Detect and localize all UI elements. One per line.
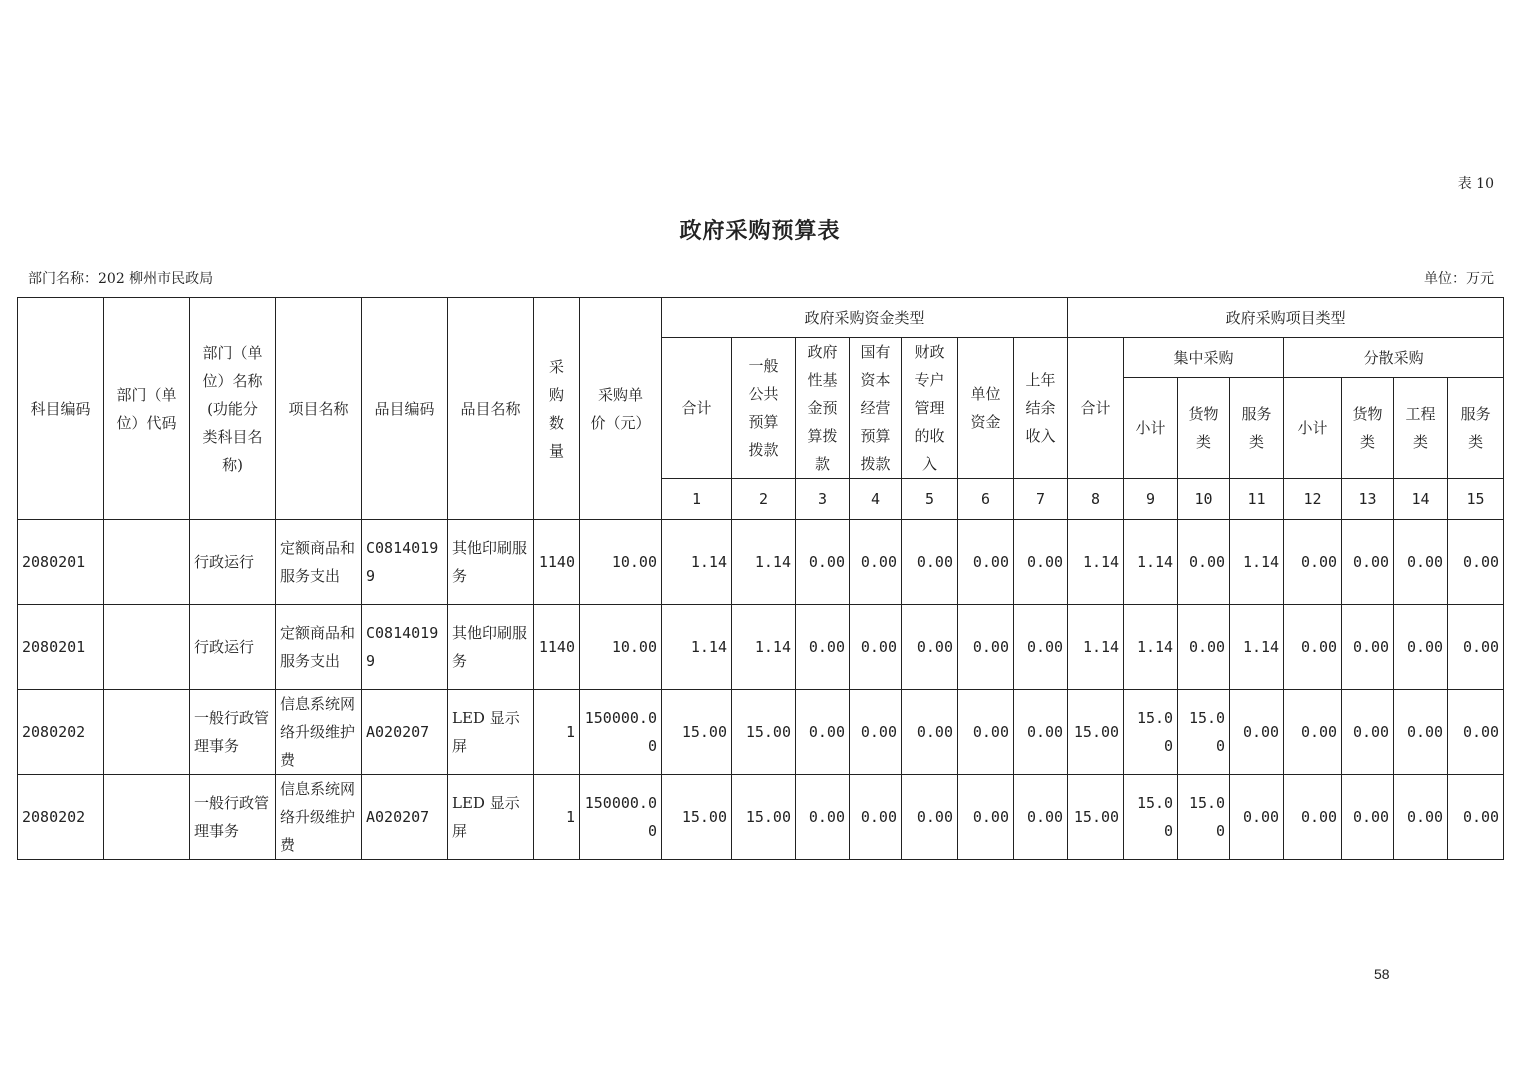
header-line: 量 [548, 441, 564, 460]
cell-amount: 15.00 [662, 775, 732, 860]
header-gov-fund [796, 338, 850, 479]
cell-amount: 0.00 [1014, 775, 1068, 860]
cell-dept-code [104, 775, 190, 860]
cell-item-name: 其他印刷服务 [448, 605, 534, 690]
cell-amount: 1.14 [1230, 605, 1284, 690]
header-line: (功能分 [207, 399, 258, 418]
header-line: 价（元） [590, 413, 651, 432]
column-number: 13 [1342, 479, 1394, 520]
cell-amount: 0.00 [1284, 605, 1342, 690]
cell-dept-name: 一般行政管理事务 [190, 690, 276, 775]
header-line: 政府 [807, 343, 838, 361]
cell-amount: 0.00 [1342, 775, 1394, 860]
header-line: 资金 [970, 413, 1001, 431]
column-number: 11 [1230, 479, 1284, 520]
cell-dept-code [104, 520, 190, 605]
cell-amount: 15.00 [1124, 775, 1178, 860]
header-line: 国有 [860, 343, 891, 361]
header-fund-type: 政府采购资金类型 [662, 298, 1068, 338]
cell-amount: 1.14 [1124, 520, 1178, 605]
cell-item-name: LED 显示屏 [448, 690, 534, 775]
cell-amount: 0.00 [796, 520, 850, 605]
header-general-budget [732, 338, 796, 479]
cell-amount: 1.14 [732, 520, 796, 605]
cell-amount: 0.00 [1178, 520, 1230, 605]
cell-amount: 0.00 [1448, 605, 1504, 690]
header-line: 性基 [807, 371, 838, 389]
header-central-goods [1178, 378, 1230, 479]
header-line: 部门（单 [116, 385, 177, 404]
cell-amount: 0.00 [1014, 520, 1068, 605]
cell-item-code: C08140199 [362, 605, 448, 690]
header-dept-code [104, 298, 190, 520]
cell-project-name: 定额商品和服务支出 [276, 520, 362, 605]
header-line: 拨款 [860, 455, 891, 473]
cell-amount: 1.14 [732, 605, 796, 690]
cell-amount: 0.00 [1394, 775, 1448, 860]
column-number: 4 [850, 479, 902, 520]
cell-amount: 15.00 [732, 775, 796, 860]
header-subject-code: 科目编码 [18, 298, 104, 520]
header-line: 称) [222, 455, 243, 474]
cell-amount: 0.00 [1342, 690, 1394, 775]
header-line: 算拨 [807, 427, 838, 445]
cell-amount: 1.14 [1124, 605, 1178, 690]
header-line: 类 [1413, 433, 1429, 451]
cell-amount: 1.14 [1068, 605, 1124, 690]
column-number: 7 [1014, 479, 1068, 520]
header-line: 采购单 [597, 385, 643, 404]
cell-amount: 0.00 [958, 775, 1014, 860]
header-line: 位）代码 [116, 413, 177, 432]
cell-amount: 0.00 [1342, 520, 1394, 605]
cell-amount: 0.00 [796, 775, 850, 860]
cell-amount: 0.00 [796, 690, 850, 775]
cell-project-name: 信息系统网络升级维护费 [276, 690, 362, 775]
column-number: 10 [1178, 479, 1230, 520]
cell-amount: 0.00 [1448, 690, 1504, 775]
header-decentral-goods [1342, 378, 1394, 479]
header-fiscal-special [902, 338, 958, 479]
cell-amount: 15.00 [662, 690, 732, 775]
cell-quantity: 1 [534, 775, 580, 860]
cell-amount: 0.00 [1284, 690, 1342, 775]
header-decentral-services [1448, 378, 1504, 479]
column-number: 9 [1124, 479, 1178, 520]
cell-amount: 0.00 [902, 520, 958, 605]
header-centralized: 集中采购 [1124, 338, 1284, 378]
header-central-services [1230, 378, 1284, 479]
cell-amount: 0.00 [1448, 775, 1504, 860]
cell-amount: 15.00 [1124, 690, 1178, 775]
table-row [18, 605, 1504, 690]
header-central-subtotal: 小计 [1124, 378, 1178, 479]
cell-amount: 0.00 [958, 520, 1014, 605]
cell-amount: 0.00 [850, 690, 902, 775]
column-number: 1 [662, 479, 732, 520]
table-row [18, 520, 1504, 605]
cell-amount: 0.00 [1342, 605, 1394, 690]
column-number: 3 [796, 479, 850, 520]
header-line: 部门（单 [202, 343, 263, 362]
header-line: 类 [1249, 433, 1265, 451]
header-line: 货物 [1352, 405, 1383, 423]
cell-dept-name: 行政运行 [190, 520, 276, 605]
header-line: 资本 [860, 371, 891, 389]
header-line: 款 [814, 455, 830, 473]
cell-amount: 0.00 [1448, 520, 1504, 605]
cell-item-code: C08140199 [362, 520, 448, 605]
header-line: 类科目名 [202, 427, 263, 446]
header-line: 拨款 [748, 441, 779, 459]
header-line: 金预 [807, 399, 838, 417]
header-line: 专户 [914, 371, 945, 389]
cell-amount: 0.00 [902, 605, 958, 690]
table-number: 表 10 [1457, 176, 1494, 192]
cell-amount: 0.00 [850, 605, 902, 690]
page-number: 58 [1374, 966, 1390, 982]
header-item-code: 品目编码 [362, 298, 448, 520]
column-number: 2 [732, 479, 796, 520]
cell-amount: 15.00 [1068, 690, 1124, 775]
header-line: 结余 [1025, 399, 1056, 417]
cell-unit-price: 150000.00 [580, 775, 662, 860]
header-decentral-subtotal: 小计 [1284, 378, 1342, 479]
cell-quantity: 1140 [534, 520, 580, 605]
header-line: 类 [1468, 433, 1484, 451]
header-line: 收入 [1025, 427, 1056, 445]
cell-subject-code: 2080202 [18, 775, 104, 860]
header-line: 购 [548, 385, 564, 404]
department-label: 部门名称：202 柳州市民政局 [28, 271, 214, 287]
header-line: 预算 [748, 413, 779, 431]
cell-quantity: 1140 [534, 605, 580, 690]
header-line: 公共 [748, 385, 779, 403]
column-number: 5 [902, 479, 958, 520]
cell-subject-code: 2080201 [18, 520, 104, 605]
header-line: 类 [1360, 433, 1376, 451]
header-fund-total: 合计 [662, 338, 732, 479]
column-number: 12 [1284, 479, 1342, 520]
cell-amount: 1.14 [662, 605, 732, 690]
cell-amount: 0.00 [902, 690, 958, 775]
cell-amount: 0.00 [1230, 775, 1284, 860]
cell-unit-price: 10.00 [580, 520, 662, 605]
header-line: 预算 [860, 427, 891, 445]
cell-amount: 0.00 [958, 605, 1014, 690]
cell-project-name: 定额商品和服务支出 [276, 605, 362, 690]
cell-item-name: LED 显示屏 [448, 775, 534, 860]
header-line: 经营 [860, 399, 891, 417]
cell-item-name: 其他印刷服务 [448, 520, 534, 605]
column-number: 8 [1068, 479, 1124, 520]
cell-dept-name: 行政运行 [190, 605, 276, 690]
header-line: 管理 [914, 399, 945, 417]
column-number: 14 [1394, 479, 1448, 520]
cell-unit-price: 10.00 [580, 605, 662, 690]
header-decentral-works [1394, 378, 1448, 479]
cell-item-code: A020207 [362, 690, 448, 775]
cell-amount: 0.00 [958, 690, 1014, 775]
cell-amount: 15.00 [1178, 690, 1230, 775]
cell-subject-code: 2080202 [18, 690, 104, 775]
cell-amount: 15.00 [1178, 775, 1230, 860]
cell-unit-price: 150000.00 [580, 690, 662, 775]
unit-label: 单位：万元 [1424, 271, 1494, 287]
cell-project-name: 信息系统网络升级维护费 [276, 775, 362, 860]
header-project-type: 政府采购项目类型 [1068, 298, 1504, 338]
header-line: 服务 [1241, 405, 1272, 423]
header-carryover [1014, 338, 1068, 479]
header-line: 上年 [1025, 371, 1056, 389]
header-line: 单位 [970, 385, 1001, 403]
cell-amount: 0.00 [1014, 690, 1068, 775]
header-state-capital [850, 338, 902, 479]
header-line: 位）名称 [202, 371, 263, 390]
cell-amount: 0.00 [1178, 605, 1230, 690]
table-row [18, 690, 1504, 775]
cell-amount: 0.00 [1230, 690, 1284, 775]
cell-amount: 0.00 [1394, 520, 1448, 605]
cell-amount: 0.00 [1284, 520, 1342, 605]
header-line: 入 [921, 455, 937, 473]
cell-amount: 0.00 [850, 775, 902, 860]
cell-amount: 15.00 [1068, 775, 1124, 860]
header-quantity [534, 298, 580, 520]
cell-amount: 0.00 [1284, 775, 1342, 860]
header-dept-name [190, 298, 276, 520]
header-unit-fund [958, 338, 1014, 479]
column-number: 15 [1448, 479, 1504, 520]
cell-amount: 15.00 [732, 690, 796, 775]
header-project-total: 合计 [1068, 338, 1124, 479]
header-project-name: 项目名称 [276, 298, 362, 520]
cell-amount: 0.00 [1394, 605, 1448, 690]
header-line: 数 [548, 413, 564, 432]
header-item-name: 品目名称 [448, 298, 534, 520]
cell-subject-code: 2080201 [18, 605, 104, 690]
header-line: 采 [548, 357, 564, 376]
header-line: 服务 [1460, 405, 1491, 423]
cell-amount: 0.00 [796, 605, 850, 690]
header-line: 的收 [914, 427, 945, 445]
cell-amount: 1.14 [1068, 520, 1124, 605]
cell-item-code: A020207 [362, 775, 448, 860]
column-number: 6 [958, 479, 1014, 520]
cell-amount: 0.00 [1014, 605, 1068, 690]
table-row [18, 775, 1504, 860]
page-title: 政府采购预算表 [679, 218, 841, 244]
header-line: 一般 [748, 357, 779, 375]
cell-amount: 1.14 [662, 520, 732, 605]
cell-quantity: 1 [534, 690, 580, 775]
cell-amount: 0.00 [902, 775, 958, 860]
header-line: 类 [1196, 433, 1212, 451]
header-line: 货物 [1188, 405, 1219, 423]
cell-amount: 0.00 [850, 520, 902, 605]
cell-amount: 0.00 [1394, 690, 1448, 775]
header-unit-price [580, 298, 662, 520]
header-line: 财政 [914, 343, 945, 361]
cell-dept-code [104, 690, 190, 775]
header-decentralized: 分散采购 [1284, 338, 1504, 378]
cell-dept-name: 一般行政管理事务 [190, 775, 276, 860]
procurement-budget-table [17, 297, 1504, 860]
cell-dept-code [104, 605, 190, 690]
header-line: 工程 [1405, 405, 1436, 423]
cell-amount: 1.14 [1230, 520, 1284, 605]
